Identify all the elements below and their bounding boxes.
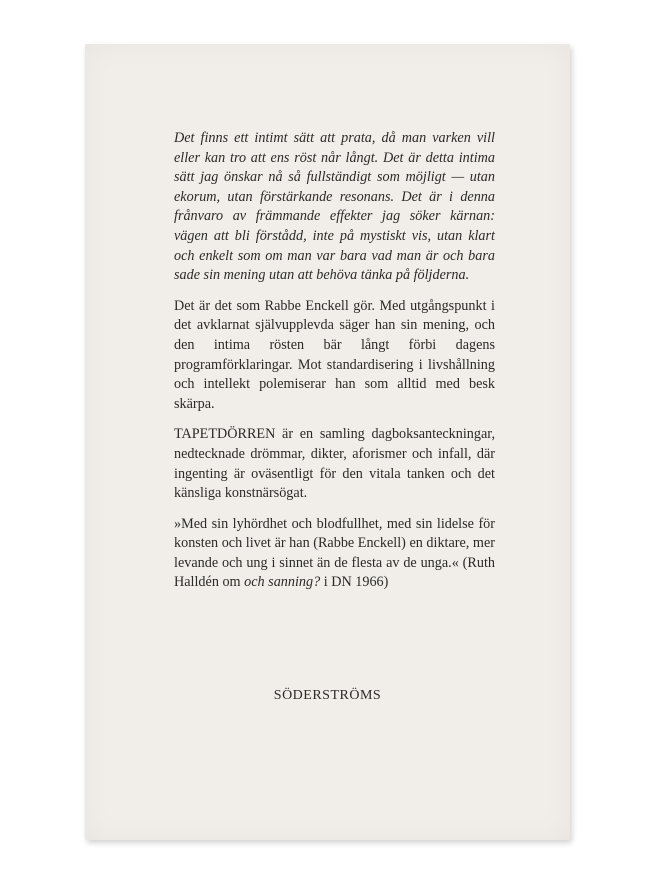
- review-quote-title: och sanning?: [244, 574, 321, 591]
- review-quote: [174, 515, 495, 593]
- blurb-text: [174, 129, 495, 604]
- review-quote-text: »Med sin lyhördhet och blodfullhet, med sin lidelse för konsten och livet är han (Rabbe Enckell) en diktare, mer levande och ung i sinnet än de flesta av de unga.« (Ruth Halldén om: [174, 515, 495, 591]
- description-paragraph-1: Det är det som Rabbe Enckell gör. Med utgångspunkt i det avklarnat självupplevda säger han sin mening, och den intima rösten bär långt förbi dagens programförklaringar. Mot standardisering i livshållning och intellekt polemiserar han som alltid med besk skärpa.: [174, 297, 495, 412]
- book-back-cover: [85, 44, 570, 840]
- intro-quote: Det finns ett intimt sätt att prata, då man varken vill eller kan tro att ens röst når långt. Det är detta intima sätt jag önskar nå så fullständigt som möjligt — utan ekorum, utan förstärkande resonans. Det är i denna frånvaro av främmande effekter jag söker kärnan: vägen att bli förstådd, inte på mystiskt vis, utan klart och enkelt som om man var bara vad man är och bara sade sin mening utan att behöva tänka på följderna.: [174, 130, 495, 284]
- description-paragraph-2: TAPETDÖRREN är en samling dagboksanteckningar, nedtecknade drömmar, dikter, aforismer och infall, där ingenting är oväsentligt för den vitala tanken och det känsliga konstnärsögat.: [174, 426, 495, 502]
- publisher-name: SÖDERSTRÖMS: [273, 688, 382, 703]
- review-quote-source: i DN 1966): [320, 574, 389, 591]
